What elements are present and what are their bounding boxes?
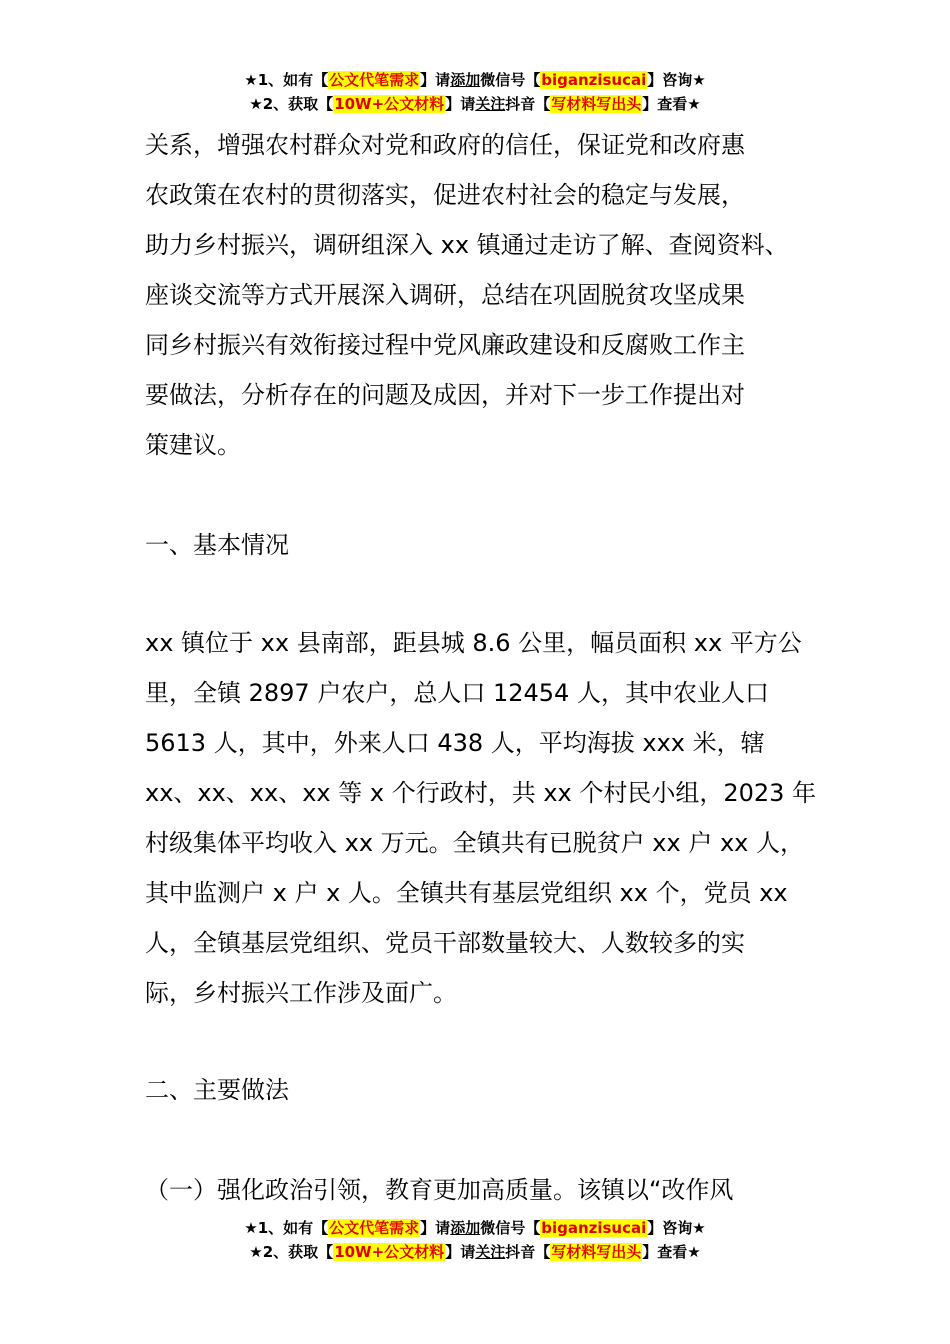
highlight-service: 公文代笔需求: [329, 71, 420, 89]
promo-text: 】请: [420, 1219, 451, 1237]
promo-text: 】查看★: [642, 1243, 701, 1261]
promo-line-2: [0, 92, 950, 116]
text-line: 关系，增强农村群众对党和政府的信任，保证党和改府惠: [145, 131, 745, 159]
subsection-paragraph: [145, 1165, 825, 1215]
text-line: xx 镇位于 xx 县南部，距县城 8.6 公里，幅员面积 xx 平方公: [145, 629, 802, 657]
header-promo-banner: [0, 68, 950, 116]
promo-text: 抖音【: [505, 1243, 551, 1261]
promo-text: 抖音【: [505, 95, 551, 113]
underlined-word: 添加: [450, 71, 481, 89]
highlight-materials: 10W+公文材料: [334, 95, 445, 113]
highlight-douyin: 写材料写出头: [551, 95, 642, 113]
highlight-materials: 10W+公文材料: [334, 1243, 445, 1261]
promo-text: 】查看★: [642, 95, 701, 113]
text-line: 要做法，分析存在的问题及成因，并对下一步工作提出对: [145, 381, 745, 409]
promo-text: ★1、如有【: [244, 1219, 329, 1237]
promo-text: 微信号【: [480, 71, 541, 89]
text-line: 同乡村振兴有效衔接过程中党风廉政建设和反腐败工作主: [145, 331, 745, 359]
heading-text: 一、基本情况: [145, 531, 289, 559]
promo-text: ★2、获取【: [249, 95, 334, 113]
underlined-word: 关注: [475, 95, 506, 113]
promo-text: ★1、如有【: [244, 71, 329, 89]
text-line: 助力乡村振兴，调研组深入 xx 镇通过走访了解、查阅资料、: [145, 231, 789, 259]
text-line: 际，乡村振兴工作涉及面广。: [145, 979, 457, 1007]
promo-line-1: [0, 68, 950, 92]
text-line: （一）强化政治引领，教育更加高质量。该镇以“改作风: [145, 1176, 734, 1204]
promo-text: 】请: [445, 95, 476, 113]
highlight-douyin: 写材料写出头: [551, 1243, 642, 1261]
footer-promo-banner: [0, 1216, 950, 1264]
underlined-word: 添加: [450, 1219, 481, 1237]
text-line: 人，全镇基层党组织、党员干部数量较大、人数较多的实: [145, 929, 745, 957]
promo-text: 】请: [420, 71, 451, 89]
highlight-service: 公文代笔需求: [329, 1219, 420, 1237]
text-line: 策建议。: [145, 431, 241, 459]
text-line: 村级集体平均收入 xx 万元。全镇共有已脱贫户 xx 户 xx 人，: [145, 829, 804, 857]
promo-text: 】咨询★: [647, 71, 706, 89]
text-line: 座谈交流等方式开展深入调研，总结在巩固脱贫攻坚成果: [145, 281, 745, 309]
underlined-word: 关注: [475, 1243, 506, 1261]
text-line: 其中监测户 x 户 x 人。全镇共有基层党组织 xx 个，党员 xx: [145, 879, 788, 907]
promo-line-2: [0, 1240, 950, 1264]
text-line: 5613 人，其中，外来人口 438 人，平均海拔 xxx 米，辖: [145, 729, 765, 757]
text-line: 农政策在农村的贯彻落实，促进农村社会的稳定与发展，: [145, 181, 745, 209]
promo-line-1: [0, 1216, 950, 1240]
highlight-wechat-id: biganzisucai: [541, 71, 647, 89]
highlight-wechat-id: biganzisucai: [541, 1219, 647, 1237]
text-line: 里，全镇 2897 户农户，总人口 12454 人，其中农业人口: [145, 679, 769, 707]
heading-text: 二、主要做法: [145, 1076, 289, 1104]
intro-paragraph: [145, 120, 825, 470]
section-heading-practices: [145, 1065, 825, 1115]
text-line: xx、xx、xx、xx 等 x 个行政村，共 xx 个村民小组，2023 年: [145, 779, 817, 807]
promo-text: ★2、获取【: [249, 1243, 334, 1261]
promo-text: 微信号【: [480, 1219, 541, 1237]
basic-info-paragraph: [145, 618, 825, 1018]
promo-text: 】咨询★: [647, 1219, 706, 1237]
section-heading-basic: [145, 520, 825, 570]
promo-text: 】请: [445, 1243, 476, 1261]
